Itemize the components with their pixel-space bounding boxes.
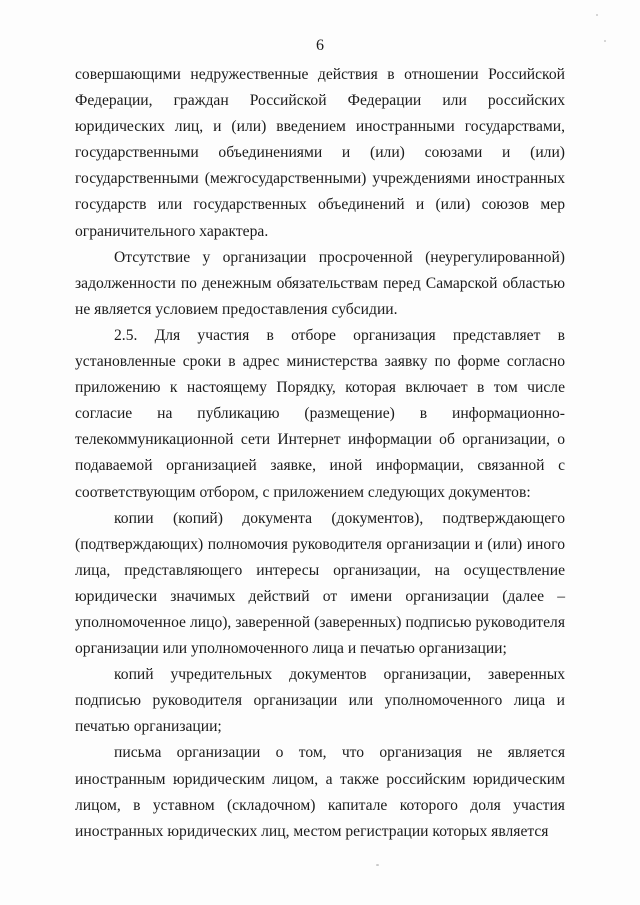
page-number: 6 (316, 37, 324, 54)
paragraph-2: Отсутствие у организации просроченной (неурегулированной) задолженности по денежным обязательствам перед Самарской областью не является условием предоставления субсидии. (75, 248, 565, 318)
paragraph-6: письма организации о том, что организация не является иностранным юридическим лицом, а также российским юридическим лицом, в уставном (складочном) капитале которого доля участия иностранных юридических лиц, местом регистрации которых является (75, 744, 565, 840)
paragraph-3: 2.5. Для участия в отборе организация представляет в установленные сроки в адрес министерства заявку по форме согласно приложению к настоящему Порядку, которая включает в том числе согласие на публикацию (размещение) в информационно-телекоммуникационной сети Интернет информации об организации, о подаваемой организацией заявке, иной информации, связанной с соответствующим отбором, с приложением следующих документов: (75, 326, 565, 501)
scan-speck (376, 864, 379, 866)
paragraph-1: совершающими недружественные действия в отношении Российской Федерации, граждан Российской Федерации или российских юридических лиц, и (или) введением иностранными государствами, государственными объединениями и (или) союзами и (или) государственными (межгосударственными) учреждениями иностранных государств или государственных объединений и (или) союзов мер ограничительного характера. (75, 66, 565, 240)
paragraph-5: копий учредительных документов организации, заверенных подписью руководителя организации или уполномоченного лица и печатью организации; (75, 666, 565, 736)
document-body (75, 62, 565, 845)
paragraph-4: копии (копий) документа (документов), подтверждающего (подтверждающих) полномочия руководителя организации и (или) иного лица, представляющего интересы организации, на осуществление юридически значимых действий от имени организации (далее – уполномоченное лицо), заверенной (заверенных) подписью руководителя организации или уполномоченного лица и печатью организации; (75, 509, 565, 658)
scan-speck (596, 14, 598, 16)
scan-speck (604, 40, 606, 42)
